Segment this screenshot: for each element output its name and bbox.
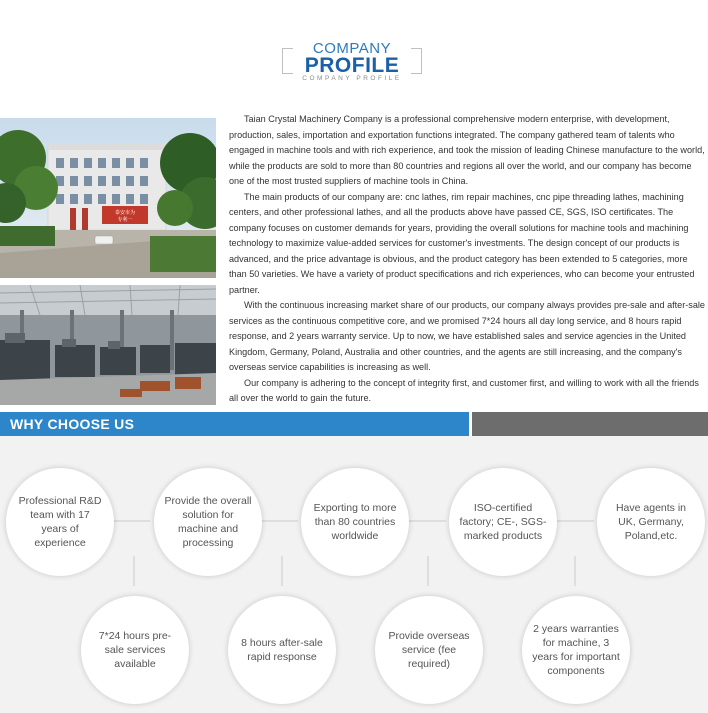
intro-paragraph: Taian Crystal Machinery Company is a professional comprehensive modern enterprise, with development, production, sales, importation and exportation functions integrated. The company gathered team of talents who engaged in machine tools and with rich experience, and took the mission of leading Chinese manufacture to the world, while the products are sold to more than 80 countries and regions all over the world, and our company has become one of the most trusted suppliers of machine tools in China.	[229, 114, 705, 186]
feature-circle-overseas-service	[375, 596, 483, 704]
why-choose-us-bar	[0, 412, 469, 436]
why-choose-us-section	[0, 436, 708, 713]
building-sign-text: 泰安市为	[114, 210, 136, 216]
company-introduction	[229, 112, 705, 407]
intro-paragraph: With the continuous increasing market share of our products, our company always provides pre-sale and after-sale services as the continuous competitive core, and we promised 7*24 hours all day long service, and 8 hours rapid response, and 2 years warranty service. Up to now, we have established sales and service agencies in the United Kingdom, Germany, Poland, Australia and other countries, and the agents are still increasing, and the company's overseas service capabilities is increasing as well.	[229, 300, 705, 372]
feature-circle-exporting	[301, 468, 409, 576]
feature-text: Have agents in UK, Germany, Poland,etc.	[615, 502, 687, 542]
company-building-photo	[0, 118, 216, 278]
svg-text:专利一: 专利一	[117, 217, 133, 223]
feature-text: 2 years warranties for machine, 3 years for important components	[532, 623, 620, 677]
feature-text: Professional R&D team with 17 years of experience	[18, 495, 102, 549]
feature-text: 7*24 hours pre-sale services available	[98, 630, 172, 670]
feature-text: Provide the overall solution for machine and processing	[164, 495, 252, 549]
why-choose-us-title: WHY CHOOSE US	[10, 416, 135, 432]
logo-title-top: COMPANY	[312, 40, 392, 57]
feature-circle-certification	[449, 468, 557, 576]
logo-title-main: PROFILE	[304, 54, 400, 77]
why-choose-us-bar-accent	[472, 412, 708, 436]
intro-paragraph: The main products of our company are: cnc lathes, rim repair machines, cnc pipe threading lathes, machining centers, and other professional lathes, and all the products above have passed CE, SGS, ISO certificates. The company focuses on customer demands for years, providing the overall solutions for machine tools and machining technology to maximize value-added services for customer's investments. The design concept of our products is advanced, and the price advantage is obvious, and the product category has been extended to 5 categories, more than 50 varieties. We have a variety of product specifications and rich experiences, who can become your entrusted partner.	[229, 191, 695, 295]
feature-text: Provide overseas service (fee required)	[388, 630, 470, 670]
feature-text: Exporting to more than 80 countries worldwide	[313, 502, 397, 542]
logo-title-sub: COMPANY PROFILE	[302, 75, 402, 82]
feature-circle-overall-solution	[154, 468, 262, 576]
intro-paragraph: Our company is adhering to the concept of integrity first, and customer first, and willing to work with all the friends all over the world to gain the future.	[229, 377, 699, 403]
feature-circle-rd-team	[6, 468, 114, 576]
feature-circle-warranty	[522, 596, 630, 704]
feature-text: ISO-certified factory; CE-, SGS-marked products	[459, 502, 547, 542]
feature-circle-pre-sale	[81, 596, 189, 704]
feature-circle-agents	[597, 468, 705, 576]
feature-circle-after-sale	[228, 596, 336, 704]
workshop-photo	[0, 285, 216, 405]
page-header	[0, 0, 708, 110]
feature-text: 8 hours after-sale rapid response	[241, 637, 323, 663]
company-profile-logo	[282, 40, 422, 85]
